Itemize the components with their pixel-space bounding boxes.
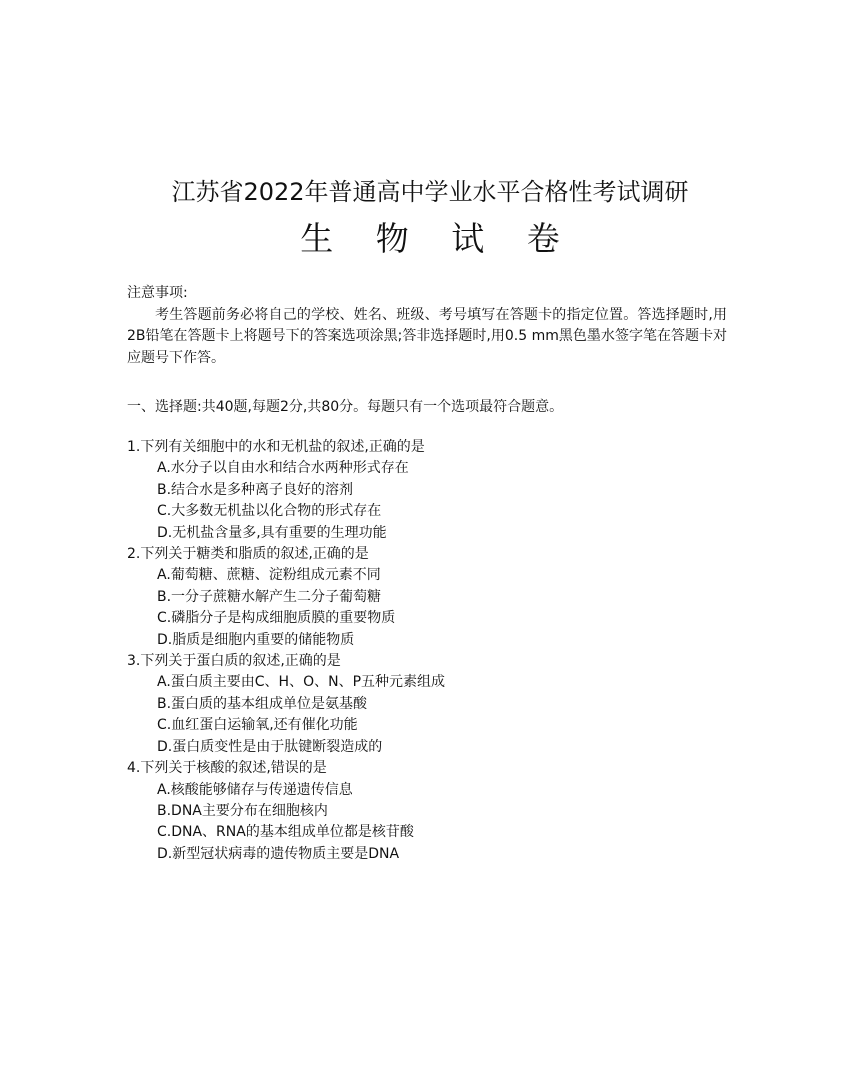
option-a: A.葡萄糖、蔗糖、淀粉组成元素不同 <box>157 567 381 584</box>
exam-title: 江苏省2022年普通高中学业水平合格性考试调研 <box>171 178 689 206</box>
option-d: D.新型冠状病毒的遗传物质主要是DNA <box>157 845 400 862</box>
option-b: B.一分子蔗糖水解产生二分子葡萄糖 <box>157 588 382 605</box>
notice-heading: 注意事项: <box>127 285 188 301</box>
notice-body: 考生答题前务必将自己的学校、姓名、班级、考号填写在答题卡的指定位置。答选择题时,用2B铅笔在答题卡上将题号下的答案选项涂黑;答非选择题时,用0.5 mm黑色墨水签字笔在答题卡对应题号下作答。 <box>127 306 727 366</box>
option-b: B.蛋白质的基本组成单位是氨基酸 <box>157 695 368 712</box>
section-heading: 一、选择题:共40题,每题2分,共80分。每题只有一个选项最符合题意。 <box>127 399 564 415</box>
option-d: D.无机盐含量多,具有重要的生理功能 <box>157 524 387 541</box>
exam-subject-title: 生 物 试 卷 <box>300 219 576 258</box>
question-list <box>127 437 747 865</box>
option-a: A.蛋白质主要由C、H、O、N、P五种元素组成 <box>157 674 446 691</box>
question-stem: 3.下列关于蛋白质的叙述,正确的是 <box>127 653 341 670</box>
option-c: C.血红蛋白运输氧,还有催化功能 <box>157 717 358 734</box>
option-a: A.核酸能够储存与传递遗传信息 <box>157 781 353 798</box>
option-b: B.DNA主要分布在细胞核内 <box>157 802 328 819</box>
option-d: D.蛋白质变性是由于肽键断裂造成的 <box>157 738 383 755</box>
option-c: C.DNA、RNA的基本组成单位都是核苷酸 <box>157 824 414 841</box>
question-1 <box>127 437 747 544</box>
question-3 <box>127 651 747 758</box>
option-d: D.脂质是细胞内重要的储能物质 <box>157 631 355 648</box>
option-a: A.水分子以自由水和结合水两种形式存在 <box>157 460 409 477</box>
question-4 <box>127 758 747 865</box>
option-c: C.磷脂分子是构成细胞质膜的重要物质 <box>157 610 396 627</box>
option-b: B.结合水是多种离子良好的溶剂 <box>157 481 354 498</box>
question-stem: 4.下列关于核酸的叙述,错误的是 <box>127 760 327 777</box>
notice-block <box>127 283 727 369</box>
question-stem: 1.下列有关细胞中的水和无机盐的叙述,正确的是 <box>127 439 425 455</box>
option-c: C.大多数无机盐以化合物的形式存在 <box>157 503 382 520</box>
question-stem: 2.下列关于糖类和脂质的叙述,正确的是 <box>127 546 369 563</box>
question-2 <box>127 544 747 651</box>
